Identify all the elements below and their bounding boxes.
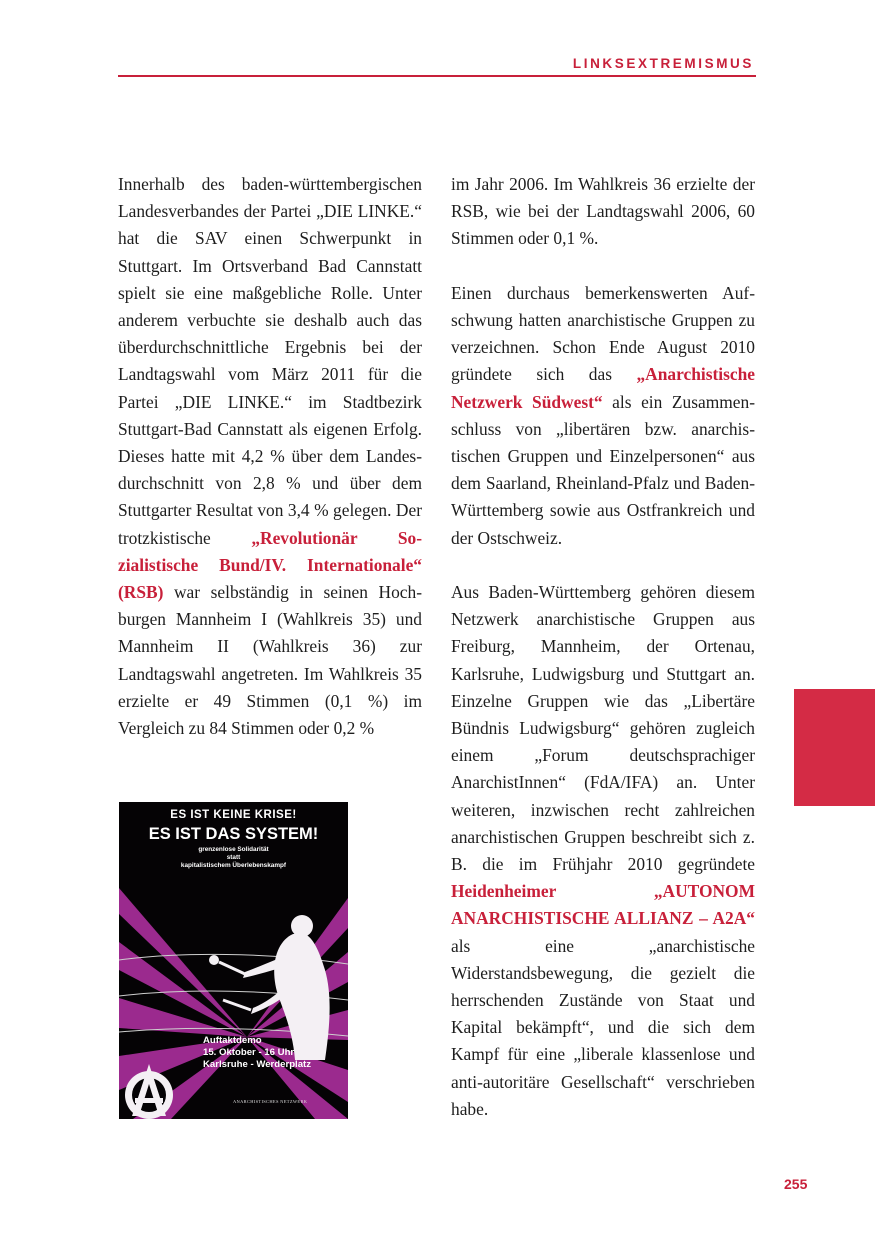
right-column: [451, 171, 755, 1123]
left-column: [118, 171, 422, 742]
cutter-head: [209, 955, 219, 965]
poster-headline-2: ES IST DAS SYSTEM!: [148, 825, 319, 843]
left-paragraph: Innerhalb des baden-württembergischen Landesverbandes der Partei „DIE LINKE.“ hat die SAV einen Schwerpunkt in Stuttgart. Im Ortsverband Bad Cannstatt spielt sie eine maßgebliche Rolle. Unter anderem verbuchte sie deshalb auch das überdurchschnittliche Ergebnis bei der Landtagswahl vom März 2011 für die Partei „DIE LINKE.“ im Stadtbezirk Stuttgart-Bad Cannstatt als eigenen Erfolg. Dieses hatte mit 4,2 % über dem Landesdurchschnitt von 2,8 % und über dem Stuttgarter Resultat von 3,4 % gelegen. Der trotzkistische „Revolutionär Sozialistische Bund/IV. Internationale“ (RSB) war selbständig in seinen Hochburgen Mannheim I (Wahlkreis 35) und Mannheim II (Wahlkreis 36) zur Landtagswahl angetreten. Im Wahlkreis 35 erzielte er 49 Stimmen (0,1 %) im Vergleich zu 84 Stimmen oder 0,2 %: [118, 174, 423, 739]
poster-event-1: Auftaktdemo: [203, 1035, 262, 1046]
right-paragraph-3: Aus Baden-Württemberg gehören diesem Netzwerk anarchistische Gruppen aus Freiburg, Mannheim, der Ortenau, Karlsruhe, Ludwigsburg und Stuttgart an. Einzelne Gruppen wie das „Libertäre Bündnis Ludwigsburg“ gehören zugleich einem „Forum deutschsprachiger AnarchistInnen“ (FdA/IFA) an. Unter weiteren, inzwischen recht zahlreichen anarchistischen Gruppen beschreibt sich z. B. die im Frühjahr 2010 gegründete Heidenheimer „AUTONOM ANARCHISTISCHE ALLIANZ – A2A“ als eine „anarchistische Widerstandsbewegung, die gezielt die herrschenden Zustände von Staat und Kapital bekämpft“, und die sich dem Kampf für eine „liberale klassenlose und anti-autoritäre Gesellschaft“ verschrieben habe.: [451, 582, 755, 1119]
demo-poster: [119, 802, 348, 1119]
poster-headline-1: ES IST KEINE KRISE!: [170, 809, 297, 821]
running-header: LINKSEXTREMISMUS: [572, 56, 754, 71]
right-paragraph-2: Einen durchaus bemerkenswerten Aufschwung hatten anarchistische Gruppen zu verzeichnen. Schon Ende August 2010 gründete sich das „Anarchistische Netzwerk Südwest“ als ein Zusammenschluss von „libertären bzw. anarchistischen Gruppen und Einzelpersonen“ aus dem Saarland, Rheinland-Pfalz und Baden-Württemberg sowie aus Ostfrankreich und der Ostschweiz.: [451, 282, 755, 548]
poster-subline-1: grenzenlose Solidarität: [198, 846, 269, 853]
chapter-tab: [794, 689, 875, 806]
page-number: 255: [784, 1176, 808, 1192]
rsb-highlight: „Revolutionär Sozialistische Bund/IV. Internationale“ (RSB): [118, 527, 423, 603]
poster-network-label: ANARCHISTISCHES NETZWERK: [233, 1099, 308, 1104]
poster-subline-3: kapitalistischem Überlebenskampf: [180, 862, 287, 869]
header-rule: [118, 75, 756, 77]
a2a-highlight: Heidenheimer „AUTONOM ANARCHISTISCHE ALLIANZ – A2A“: [451, 881, 755, 929]
right-paragraph-1: im Jahr 2006. Im Wahlkreis 36 erzielte der RSB, wie bei der Landtagswahl 2006, 60 Stimmen oder 0,1 %.: [451, 174, 755, 249]
poster-subline-2: statt: [226, 854, 241, 861]
netzwerk-highlight: „Anarchistische Netzwerk Südwest“: [451, 364, 755, 412]
poster-event-2: 15. Oktober - 16 Uhr: [203, 1047, 295, 1058]
bolt-cutter: [219, 962, 251, 1010]
poster-event-3: Karlsruhe - Werderplatz: [203, 1059, 312, 1070]
